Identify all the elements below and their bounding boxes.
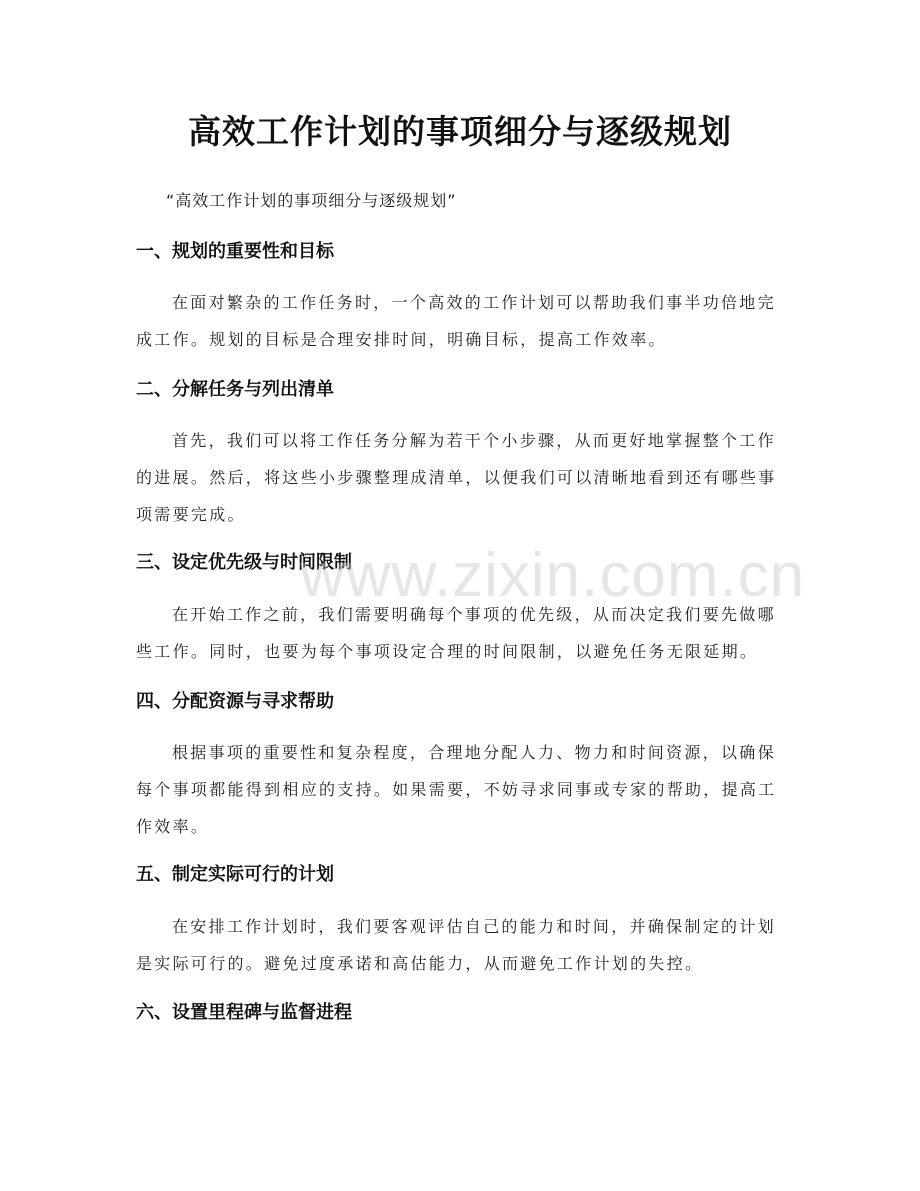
document-title: 高效工作计划的事项细分与逐级规划 [188,112,732,151]
section-body-4: 根据事项的重要性和复杂程度，合理地分配人力、物力和时间资源，以确保每个事项都能得到相应的支持。如果需要，不妨寻求同事或专家的帮助，提高工作效率。 [136,743,777,836]
section-heading-4: 四、分配资源与寻求帮助 [136,691,334,712]
section-heading-6: 六、设置里程碑与监督进程 [136,1002,352,1023]
section-heading-5: 五、制定实际可行的计划 [136,864,334,885]
document-subtitle: “高效工作计划的事项细分与逐级规划” [166,191,457,210]
watermark-text: www.zixin.com.cn [300,541,806,610]
section-heading-1: 一、规划的重要性和目标 [136,241,334,262]
section-heading-2: 二、分解任务与列出清单 [136,379,334,400]
section-body-1: 在面对繁杂的工作任务时，一个高效的工作计划可以帮助我们事半功倍地完成工作。规划的目标是合理安排时间，明确目标，提高工作效率。 [136,293,776,349]
section-body-2: 首先，我们可以将工作任务分解为若干个小步骤，从而更好地掌握整个工作的进展。然后，将这些小步骤整理成清单，以便我们可以清晰地看到还有哪些事项需要完成。 [136,431,777,524]
section-body-3: 在开始工作之前，我们需要明确每个事项的优先级，从而决定我们要先做哪些工作。同时，也要为每个事项设定合理的时间限制，以避免任务无限延期。 [136,605,776,661]
section-body-5: 在安排工作计划时，我们要客观评估自己的能力和时间，并确保制定的计划是实际可行的。避免过度承诺和高估能力，从而避免工作计划的失控。 [136,917,776,973]
section-heading-3: 三、设定优先级与时间限制 [136,552,352,573]
